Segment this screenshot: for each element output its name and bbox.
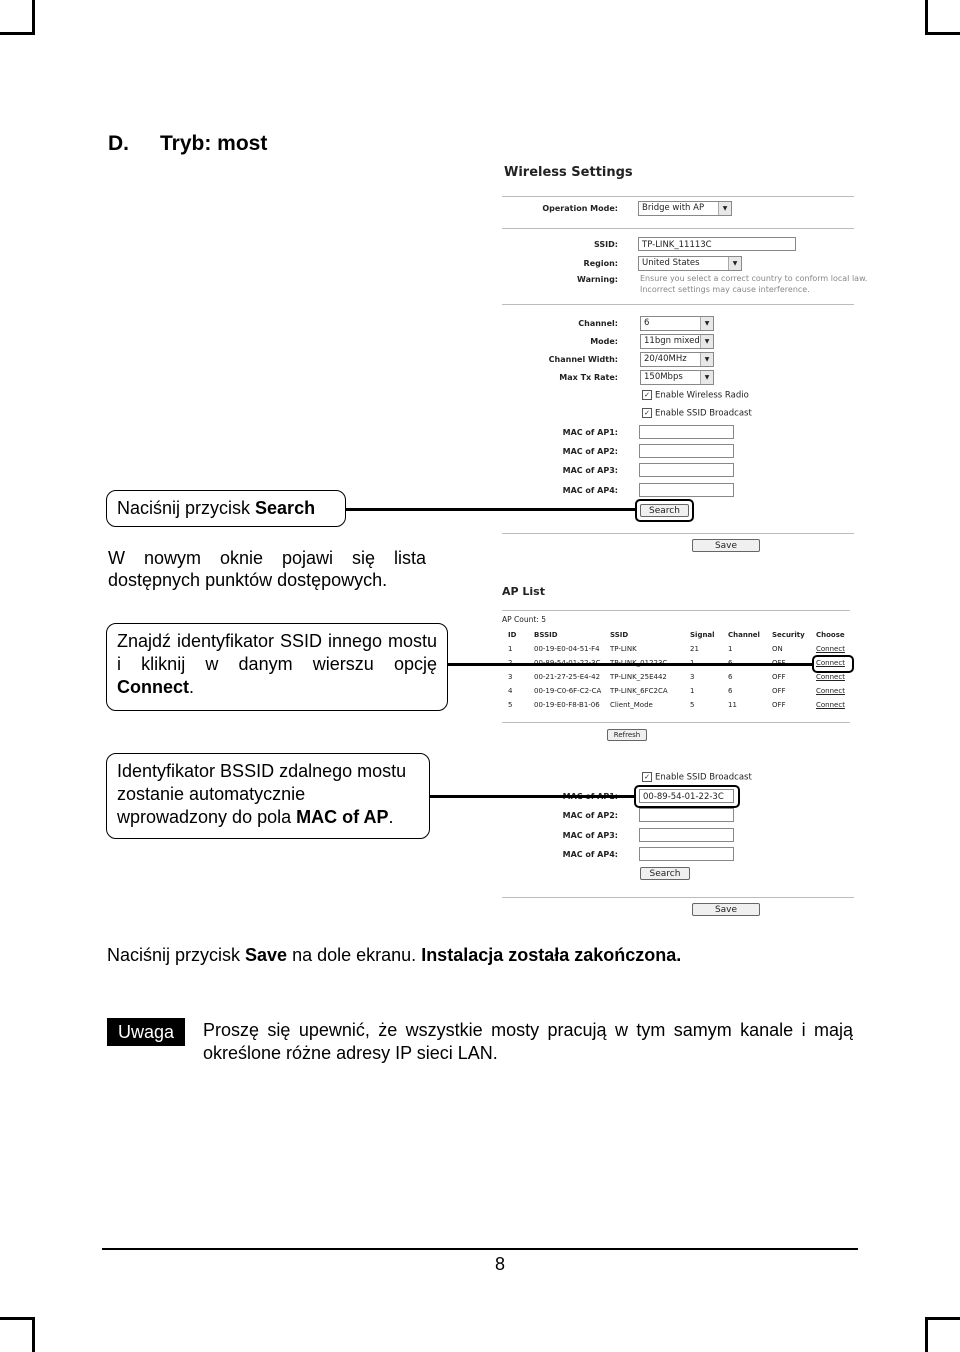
cell-ssid: TP-LINK_6FC2CA bbox=[610, 687, 668, 695]
cell-security: OFF bbox=[772, 673, 786, 681]
max-tx-rate-label: Max Tx Rate: bbox=[559, 373, 618, 382]
col-choose: Choose bbox=[816, 631, 845, 639]
mac-ap1-label: MAC of AP1: bbox=[562, 428, 618, 437]
mac-ap1-input[interactable] bbox=[639, 425, 734, 439]
cell-bssid: 00-19-E0-F8-B1-06 bbox=[534, 701, 600, 709]
cell-ssid: TP-LINK_25E442 bbox=[610, 673, 667, 681]
operation-mode-value: Bridge with AP bbox=[642, 203, 705, 213]
divider bbox=[502, 610, 850, 611]
bssid-callout bbox=[106, 753, 430, 839]
find-ssid-callout bbox=[106, 623, 448, 711]
divider bbox=[502, 533, 854, 534]
chevron-down-icon: ▼ bbox=[700, 317, 713, 330]
cell-signal: 1 bbox=[690, 687, 695, 695]
divider bbox=[502, 304, 854, 305]
page-number: 8 bbox=[494, 1254, 505, 1274]
new-window-text: W nowym oknie pojawi się lista dostępnych punktów dostępowych. bbox=[108, 548, 426, 590]
enable-ssid-broadcast-checkbox[interactable] bbox=[642, 408, 752, 419]
divider bbox=[502, 897, 854, 898]
channel-value: 6 bbox=[644, 318, 650, 328]
channel-width-select[interactable] bbox=[640, 352, 714, 367]
chevron-down-icon: ▼ bbox=[718, 202, 731, 215]
divider bbox=[502, 722, 850, 723]
mac-ap3-input[interactable] bbox=[639, 463, 734, 477]
mac-ap1-highlight bbox=[634, 785, 740, 808]
enable-ssid-broadcast-checkbox[interactable] bbox=[642, 772, 752, 783]
col-id: ID bbox=[508, 631, 517, 639]
crop-mark-bottom-right bbox=[925, 1317, 960, 1352]
cell-bssid: 00-21-27-25-E4-42 bbox=[534, 673, 601, 681]
cell-signal: 5 bbox=[690, 701, 695, 709]
ssid-input[interactable]: TP-LINK_11113C bbox=[638, 237, 796, 251]
wireless-settings-title: Wireless Settings bbox=[504, 165, 633, 180]
table-row bbox=[508, 698, 856, 712]
max-tx-rate-value: 150Mbps bbox=[644, 372, 683, 382]
warning-label: Warning: bbox=[577, 275, 618, 284]
save-instruction-prefix: Naciśnij przycisk bbox=[107, 945, 246, 965]
footer-rule bbox=[102, 1248, 858, 1250]
col-security: Security bbox=[772, 631, 805, 639]
bssid-end: . bbox=[388, 807, 394, 827]
cell-channel: 11 bbox=[728, 701, 737, 709]
save-button[interactable]: Save bbox=[692, 539, 760, 552]
region-select[interactable] bbox=[638, 256, 742, 271]
connector-line bbox=[345, 508, 637, 511]
table-row bbox=[508, 684, 856, 698]
cell-ssid: TP-LINK bbox=[610, 645, 637, 653]
search-button[interactable]: Search bbox=[640, 867, 690, 880]
mac-ap1-input[interactable]: 00-89-54-01-22-3C bbox=[639, 789, 734, 803]
find-ssid-bold: Connect bbox=[117, 677, 189, 697]
divider bbox=[502, 196, 854, 197]
enable-wireless-radio-checkbox[interactable] bbox=[642, 390, 749, 401]
ap-count: AP Count: 5 bbox=[502, 615, 546, 624]
connector-line bbox=[429, 795, 635, 798]
cell-security: OFF bbox=[772, 701, 786, 709]
enable-ssid-broadcast-label: Enable SSID Broadcast bbox=[655, 772, 752, 783]
section-title: Tryb: most bbox=[160, 132, 268, 155]
save-instruction-save: Save bbox=[245, 945, 288, 965]
bssid-bold: MAC of AP bbox=[296, 807, 389, 827]
save-button[interactable]: Save bbox=[692, 903, 760, 916]
warning-line-1: Ensure you select a correct country to conform local law. bbox=[640, 274, 868, 283]
cell-security: ON bbox=[772, 645, 783, 653]
mode-value: 11bgn mixed bbox=[644, 336, 700, 346]
mode-select[interactable] bbox=[640, 334, 714, 349]
connect-link[interactable]: Connect bbox=[816, 701, 845, 709]
connect-link[interactable]: Connect bbox=[816, 659, 845, 667]
mac-ap2-label: MAC of AP2: bbox=[562, 811, 618, 820]
cell-ssid: Client_Mode bbox=[610, 701, 653, 709]
checkmark-icon: ✓ bbox=[642, 408, 652, 418]
connect-highlight bbox=[812, 655, 854, 673]
crop-mark-top-left bbox=[0, 0, 35, 35]
channel-select[interactable] bbox=[640, 316, 714, 331]
cell-id: 3 bbox=[508, 673, 513, 681]
channel-label: Channel: bbox=[578, 319, 618, 328]
mode-label: Mode: bbox=[590, 337, 618, 346]
cell-channel: 6 bbox=[728, 673, 733, 681]
cell-channel: 6 bbox=[728, 687, 733, 695]
cell-id: 4 bbox=[508, 687, 513, 695]
checkmark-icon: ✓ bbox=[642, 772, 652, 782]
mac-ap2-label: MAC of AP2: bbox=[562, 447, 618, 456]
connector-line bbox=[447, 663, 813, 666]
crop-mark-bottom-left bbox=[0, 1317, 35, 1352]
cell-security: OFF bbox=[772, 687, 786, 695]
refresh-button[interactable]: Refresh bbox=[607, 729, 647, 741]
note-badge: Uwaga bbox=[107, 1018, 185, 1046]
enable-ssid-broadcast-label: Enable SSID Broadcast bbox=[655, 408, 752, 419]
checkmark-icon: ✓ bbox=[642, 390, 652, 400]
search-callout bbox=[106, 490, 346, 527]
save-instruction-done: Instalacja została zakończona. bbox=[421, 945, 682, 965]
divider bbox=[502, 228, 854, 229]
section-letter: D. bbox=[108, 132, 129, 155]
mac-ap4-input[interactable] bbox=[639, 847, 734, 861]
table-row bbox=[508, 670, 856, 684]
cell-signal: 3 bbox=[690, 673, 695, 681]
cell-bssid: 00-19-E0-04-51-F4 bbox=[534, 645, 600, 653]
operation-mode-label: Operation Mode: bbox=[542, 204, 618, 213]
mac-ap2-input[interactable] bbox=[639, 808, 734, 822]
mac-ap4-label: MAC of AP4: bbox=[562, 850, 618, 859]
connect-link[interactable]: Connect bbox=[816, 645, 845, 653]
cell-bssid: 00-19-C0-6F-C2-CA bbox=[534, 687, 602, 695]
find-ssid-text: Znajdź identyfikator SSID innego mostu i kliknij w danym wierszu opcję bbox=[117, 631, 437, 674]
table-row bbox=[508, 642, 856, 656]
col-signal: Signal bbox=[690, 631, 715, 639]
cell-channel: 1 bbox=[728, 645, 733, 653]
connect-link[interactable]: Connect bbox=[816, 687, 845, 695]
find-ssid-end: . bbox=[189, 677, 195, 697]
col-bssid: BSSID bbox=[534, 631, 558, 639]
crop-mark-top-right bbox=[925, 0, 960, 35]
max-tx-rate-select[interactable] bbox=[640, 370, 714, 385]
mac-ap3-label: MAC of AP3: bbox=[562, 466, 618, 475]
search-callout-bold: Search bbox=[255, 498, 316, 518]
ap-list-header-row bbox=[508, 628, 856, 642]
col-channel: Channel bbox=[728, 631, 760, 639]
enable-wireless-radio-label: Enable Wireless Radio bbox=[655, 390, 749, 401]
chevron-down-icon: ▼ bbox=[728, 257, 741, 270]
region-value: United States bbox=[642, 258, 700, 268]
cell-id: 5 bbox=[508, 701, 513, 709]
cell-signal: 21 bbox=[690, 645, 699, 653]
mac-ap3-label: MAC of AP3: bbox=[562, 831, 618, 840]
connect-link[interactable]: Connect bbox=[816, 673, 845, 681]
channel-width-value: 20/40MHz bbox=[644, 354, 687, 364]
ap-list-title: AP List bbox=[502, 585, 545, 598]
region-label: Region: bbox=[583, 259, 618, 268]
mac-ap2-input[interactable] bbox=[639, 444, 734, 458]
save-instruction-middle: na dole ekranu. bbox=[287, 945, 422, 965]
search-callout-text: Naciśnij przycisk bbox=[117, 498, 256, 518]
channel-width-label: Channel Width: bbox=[548, 355, 618, 364]
col-ssid: SSID bbox=[610, 631, 629, 639]
chevron-down-icon: ▼ bbox=[700, 353, 713, 366]
mac-ap4-label: MAC of AP4: bbox=[562, 486, 618, 495]
cell-id: 1 bbox=[508, 645, 513, 653]
chevron-down-icon: ▼ bbox=[700, 335, 713, 348]
ap-list-table bbox=[508, 628, 856, 712]
bssid-text: Identyfikator BSSID zdalnego mostu zostanie automatycznie wprowadzony do pola bbox=[117, 761, 407, 827]
mac-ap4-input[interactable] bbox=[639, 483, 734, 497]
operation-mode-select[interactable] bbox=[638, 201, 732, 216]
ssid-label: SSID: bbox=[594, 240, 618, 249]
note-text: Proszę się upewnić, że wszystkie mosty pracują w tym samym kanale i mają określone różne adresy IP sieci LAN. bbox=[203, 1020, 853, 1063]
mac-ap3-input[interactable] bbox=[639, 828, 734, 842]
warning-line-2: Incorrect settings may cause interference. bbox=[640, 285, 810, 294]
save-instruction bbox=[107, 945, 681, 966]
search-button[interactable]: Search bbox=[640, 504, 689, 517]
chevron-down-icon: ▼ bbox=[700, 371, 713, 384]
